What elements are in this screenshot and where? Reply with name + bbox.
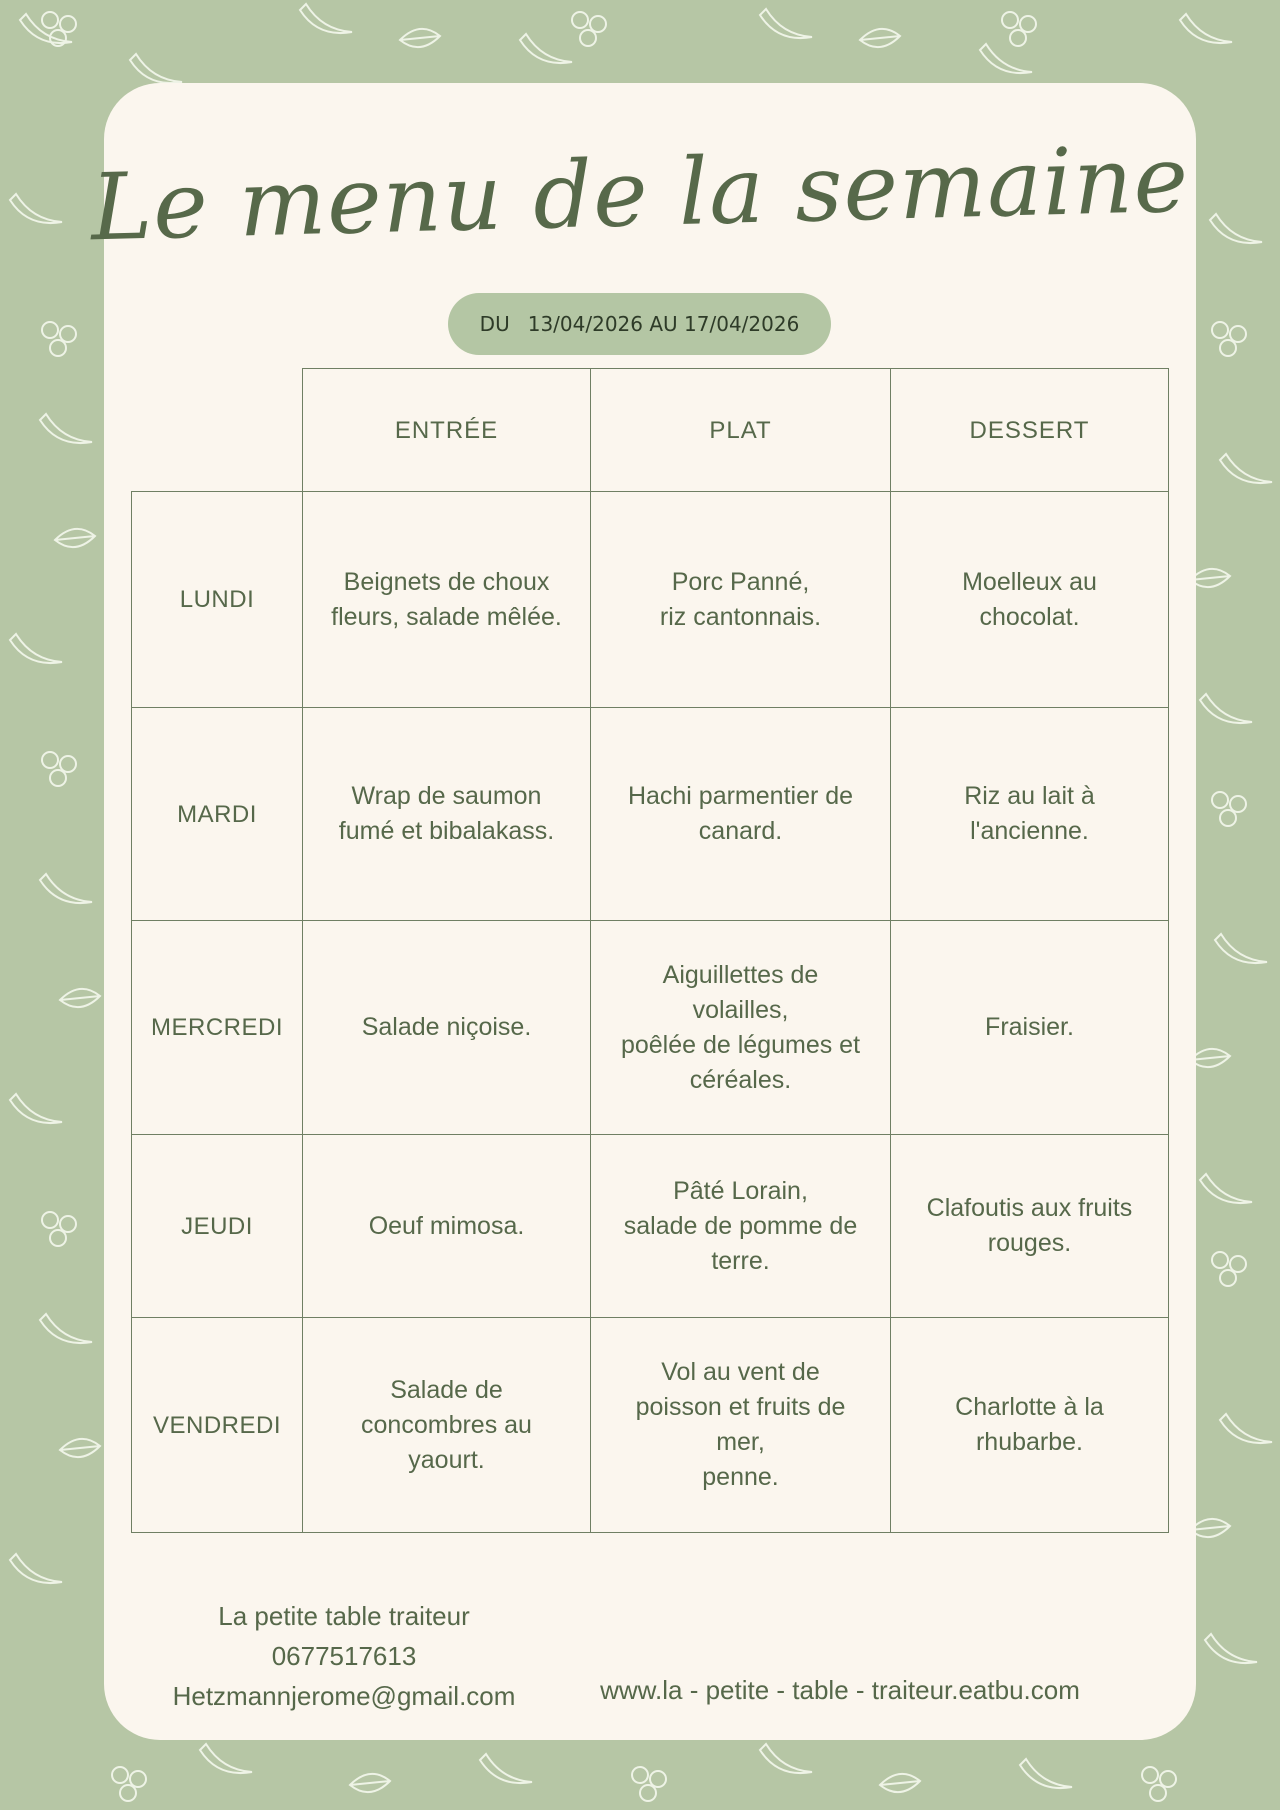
dessert-cell: Clafoutis aux fruits rouges.	[891, 1135, 1169, 1318]
dessert-cell: Charlotte à la rhubarbe.	[891, 1318, 1169, 1533]
day-label: VENDREDI	[132, 1318, 303, 1533]
entree-cell: Beignets de choux fleurs, salade mêlée.	[303, 492, 591, 708]
entree-cell: Salade de concombres au yaourt.	[303, 1318, 591, 1533]
page-title: Le menu de la semaine	[89, 125, 1191, 262]
day-label: JEUDI	[132, 1135, 303, 1318]
contact-block	[150, 1596, 538, 1716]
table-row	[132, 708, 1169, 921]
plat-cell: Aiguillettes de volailles, poêlée de légumes et céréales.	[591, 921, 891, 1135]
dessert-cell: Moelleux au chocolat.	[891, 492, 1169, 708]
website-link[interactable]: www.la - petite - table - traiteur.eatbu.com	[600, 1675, 1080, 1705]
plat-cell: Hachi parmentier de canard.	[591, 708, 891, 921]
date-start: 13/04/2026	[527, 312, 643, 336]
header-row	[132, 369, 1169, 492]
dessert-cell: Riz au lait à l'ancienne.	[891, 708, 1169, 921]
weekly-menu-table	[131, 368, 1169, 1533]
entree-cell: Salade niçoise.	[303, 921, 591, 1135]
day-label: MARDI	[132, 708, 303, 921]
table-row	[132, 921, 1169, 1135]
table-row	[132, 1135, 1169, 1318]
email-address[interactable]: Hetzmannjerome@gmail.com	[172, 1681, 516, 1711]
empty-corner-cell	[132, 369, 303, 492]
phone-number[interactable]: 0677517613	[271, 1641, 417, 1671]
date-to-label: AU	[649, 312, 678, 336]
table-row	[132, 1318, 1169, 1533]
day-label: LUNDI	[132, 492, 303, 708]
day-label: MERCREDI	[132, 921, 303, 1135]
date-range-text	[528, 312, 800, 336]
entree-cell: Wrap de saumon fumé et bibalakass.	[303, 708, 591, 921]
company-name: La petite table traiteur	[218, 1601, 470, 1631]
plat-cell: Vol au vent de poisson et fruits de mer, penne.	[591, 1318, 891, 1533]
column-header-dessert: DESSERT	[891, 369, 1169, 492]
date-end: 17/04/2026	[684, 312, 800, 336]
column-header-entree: ENTRÉE	[303, 369, 591, 492]
column-header-plat: PLAT	[591, 369, 891, 492]
date-from-label: DU	[479, 312, 510, 336]
plat-cell: Pâté Lorain, salade de pomme de terre.	[591, 1135, 891, 1318]
entree-cell: Oeuf mimosa.	[303, 1135, 591, 1318]
dessert-cell: Fraisier.	[891, 921, 1169, 1135]
table-row	[132, 492, 1169, 708]
date-range-badge	[448, 293, 831, 355]
plat-cell: Porc Panné, riz cantonnais.	[591, 492, 891, 708]
